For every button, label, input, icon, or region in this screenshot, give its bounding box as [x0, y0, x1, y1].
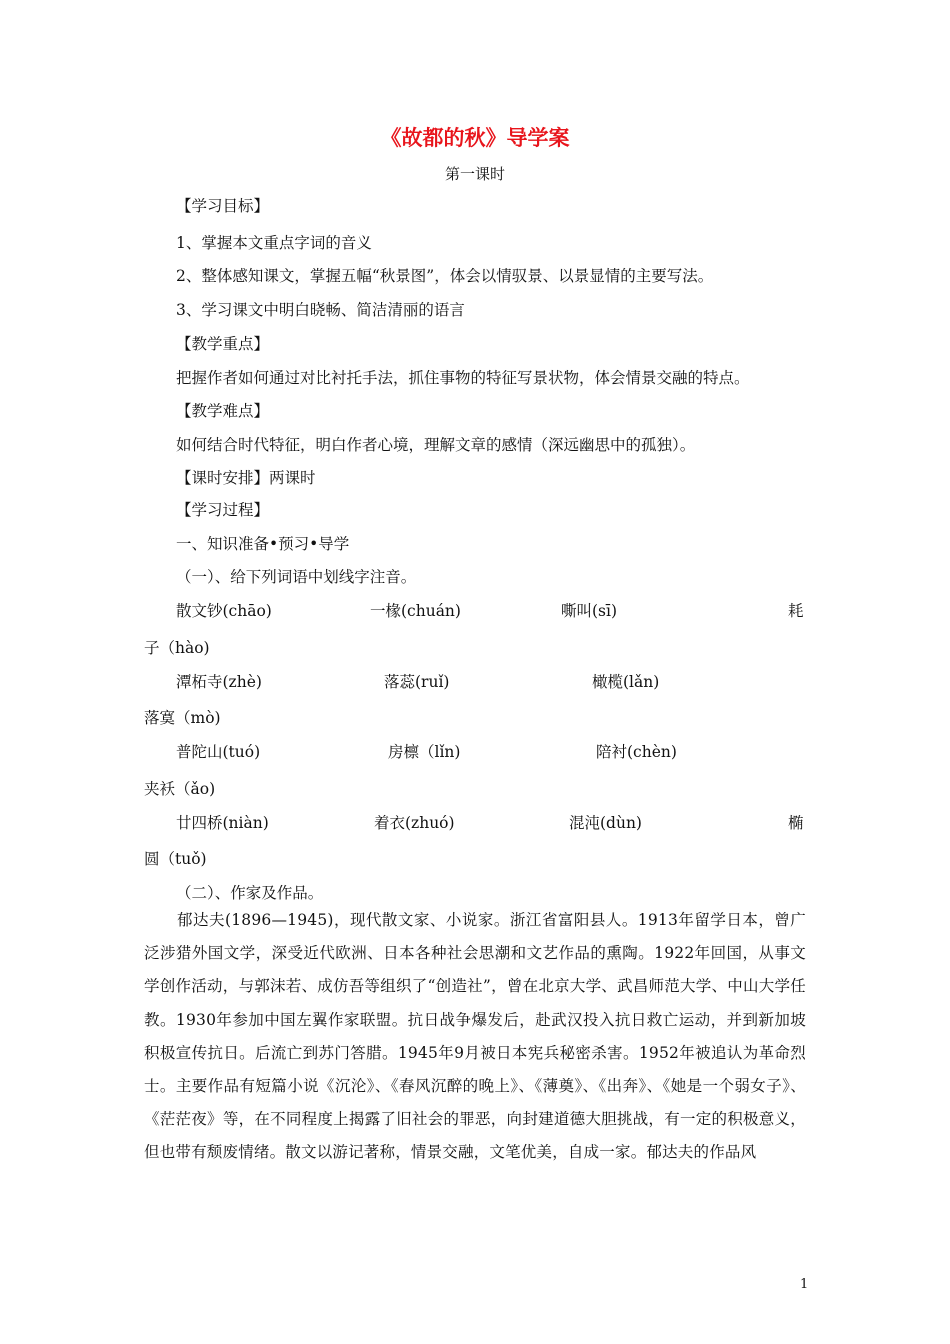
document-title: 《故都的秋》导学案	[380, 126, 570, 150]
vocab-item: 落蕊(ruǐ)	[384, 673, 450, 691]
subsection-author: （二）、作家及作品。	[176, 884, 324, 902]
goals-heading: 【学习目标】	[176, 197, 270, 215]
vocab-item-wrap: 落寞（mò)	[144, 709, 221, 727]
subsection-pinyin: （一）、给下列词语中划线字注音。	[176, 568, 417, 586]
goal-2: 2、整体感知课文，掌握五幅“秋景图”，体会以情驭景、以景显情的主要写法。	[176, 267, 714, 285]
vocab-item: 橄榄(lǎn)	[592, 673, 660, 691]
lesson-subtitle: 第一课时	[444, 165, 505, 183]
goal-1: 1、掌握本文重点字词的音义	[176, 234, 372, 252]
vocab-item-wrap: 夹袄（ǎo)	[144, 780, 216, 798]
key-points-text: 把握作者如何通过对比衬托手法，抓住事物的特征写景状物，体会情景交融的特点。	[176, 369, 750, 387]
vocab-item: 嘶叫(sī)	[561, 602, 618, 620]
vocab-item: 廿四桥(niàn)	[176, 814, 269, 832]
vocab-item: 着衣(zhuó)	[374, 814, 455, 832]
vocab-item: 潭柘寺(zhè)	[176, 673, 262, 691]
vocab-item: 一椽(chuán)	[370, 602, 461, 620]
difficulty-heading: 【教学难点】	[176, 402, 270, 420]
vocab-item: 散文钞(chāo)	[176, 602, 272, 620]
author-paragraph: 郁达夫(1896—1945)，现代散文家、小说家。浙江省富阳县人。1913年留学日本，曾广泛涉猎外国文学，深受近代欧洲、日本各种社会思潮和文艺作品的熏陶。1922年回国，从事文学创作活动，与郭沫若、成仿吾等组织了“创造社”，曾在北京大学、武昌师范大学、中山大学任教。1930年参加中国左翼作家联盟。抗日战争爆发后，赴武汉投入抗日救亡运动，并到新加坡积极宣传抗日。后流亡到苏门答腊。1945年9月被日本宪兵秘密杀害。1952年被追认为革命烈士。主要作品有短篇小说《沉沦》、《春风沉醉的晚上》、《薄奠》、《出奔》、《她是一个弱女子》、《茫茫夜》等，在不同程度上揭露了旧社会的罪恶，向封建道德大胆挑战，有一定的积极意义，但也带有颓废情绪。散文以游记著称，情景交融，文笔优美，自成一家。郁达夫的作品风	[144, 911, 806, 1162]
vocab-item: 陪衬(chèn)	[596, 743, 677, 761]
vocab-item-wrap: 圆（tuǒ)	[144, 850, 207, 868]
vocab-item: 混沌(dùn)	[569, 814, 642, 832]
key-points-heading: 【教学重点】	[176, 335, 270, 353]
page-number: 1	[800, 1277, 809, 1292]
process-heading: 【学习过程】	[176, 501, 270, 519]
schedule-line: 【课时安排】两课时	[176, 469, 316, 487]
vocab-item-wrap: 子（hào)	[144, 639, 210, 657]
vocab-item: 耗	[788, 602, 804, 620]
vocab-item: 椭	[788, 814, 804, 832]
difficulty-text: 如何结合时代特征，明白作者心境，理解文章的感情（深远幽思中的孤独）。	[176, 436, 696, 454]
goal-3: 3、学习课文中明白晓畅、简洁清丽的语言	[176, 301, 465, 319]
vocab-item: 普陀山(tuó)	[176, 743, 261, 761]
part-one-heading: 一、知识准备•预习•导学	[176, 535, 350, 553]
vocab-item: 房檩（lǐn)	[388, 743, 461, 761]
